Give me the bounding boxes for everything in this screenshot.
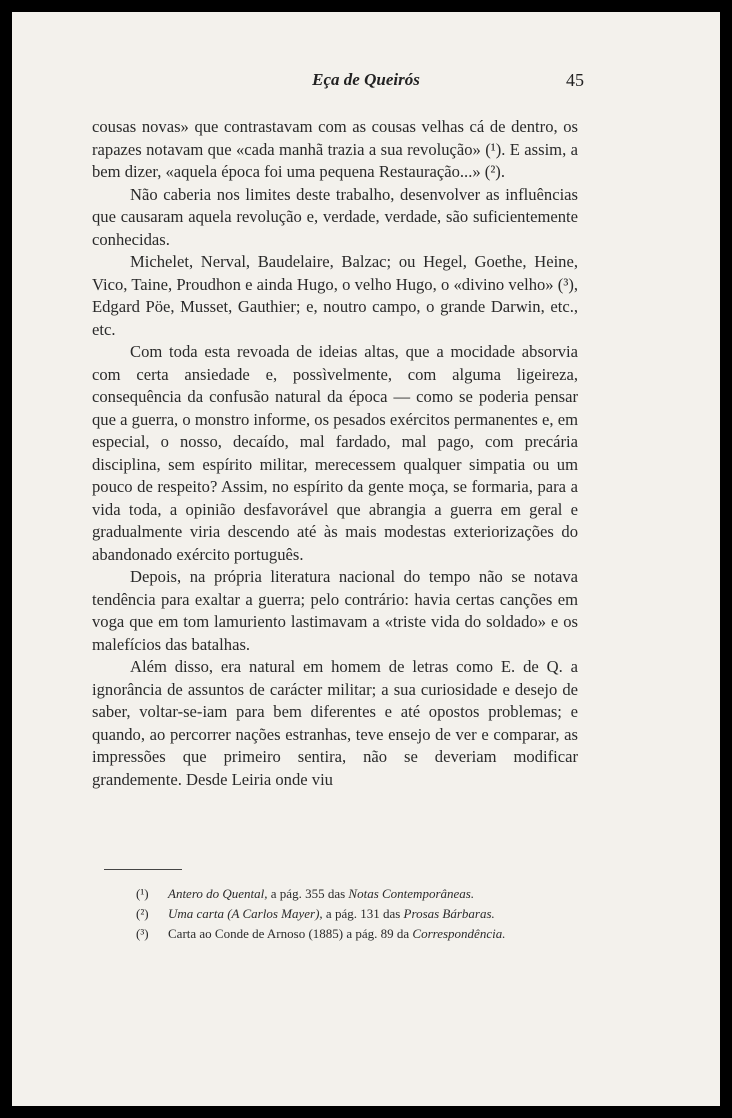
paragraph-5: Depois, na própria literatura nacional do tempo não se notava tendência para exaltar a guerra; pelo contrário: havia certas canções em voga que em tom lamuriento lastimavam a «triste vida do soldado» e os malefícios das batalhas. — [92, 567, 578, 654]
paragraph-2: Não caberia nos limites deste trabalho, desenvolver as influências que causaram aquela revolução e, verdade, verdade, são suficientemente conhecidas. — [92, 184, 578, 249]
page-number: 45 — [566, 70, 584, 90]
footnote-text: a pág. 131 das — [322, 906, 404, 921]
book-page — [12, 12, 720, 1106]
footnote-text: a pág. 355 das — [267, 886, 349, 901]
footnote-title: Antero do Quental, — [168, 886, 268, 901]
footnote-mark: (²) — [136, 906, 149, 921]
paragraph-3: Michelet, Nerval, Baudelaire, Balzac; ou Hegel, Goethe, Heine, Vico, Taine, Proudhon e ainda Hugo, o velho Hugo, o «divino velho» (³), Edgard Pöe, Musset, Gauthier; e, noutro campo, o grande Darwin, etc., etc. — [92, 252, 578, 339]
footnote-2 — [136, 904, 596, 924]
footnote-1 — [136, 884, 596, 904]
footnote-title: Uma carta (A Carlos Mayer), — [168, 906, 323, 921]
footnote-source: Correspondência. — [412, 926, 506, 941]
page-header — [12, 70, 720, 100]
paragraph-1: cousas novas» que contrastavam com as cousas velhas cá de dentro, os rapazes notavam que «cada manhã trazia a sua revolução» (¹). E assim, a bem dizer, «aquela época foi uma pequena Restauração...» (²). — [92, 117, 578, 181]
footnote-text: Carta ao Conde de Arnoso (1885) a pág. 89 da — [168, 926, 413, 941]
paragraph-6: Além disso, era natural em homem de letras como E. de Q. a ignorância de assuntos de carácter militar; a sua curiosidade e desejo de saber, voltar-se-iam para bem diferentes e até opostos problemas; e quando, ao percorrer nações estranhas, teve ensejo de ver e comparar, as impressões que primeiro sentira, não se deveriam modificar grandemente. Desde Leiria onde viu — [92, 657, 578, 789]
footnote-source: Notas Contemporâneas. — [348, 886, 475, 901]
body-text — [92, 116, 578, 791]
paragraph-4: Com toda esta revoada de ideias altas, que a mocidade absorvia com certa ansiedade e, possìvelmente, com alguma ligeireza, consequência da confusão natural da época — como se poderia pensar que a guerra, o monstro informe, os pesados exércitos permanentes e, em especial, o nosso, decaído, mal fardado, mal pago, com precária disciplina, sem espírito militar, merecessem qualquer simpatia ou um pouco de respeito? Assim, no espírito da gente moça, se formaria, para a vida toda, a opinião desfavorável que abrangia a guerra em geral e gradualmente viria descendo até às mais modestas exteriorizações do abandonado exército português. — [92, 342, 578, 564]
running-title: Eça de Queirós — [312, 70, 420, 89]
footnote-divider — [104, 869, 182, 870]
footnotes — [136, 884, 596, 944]
footnote-3 — [136, 924, 596, 944]
footnote-source: Prosas Bárbaras. — [403, 906, 495, 921]
footnote-mark: (³) — [136, 926, 149, 941]
footnote-mark: (¹) — [136, 886, 149, 901]
